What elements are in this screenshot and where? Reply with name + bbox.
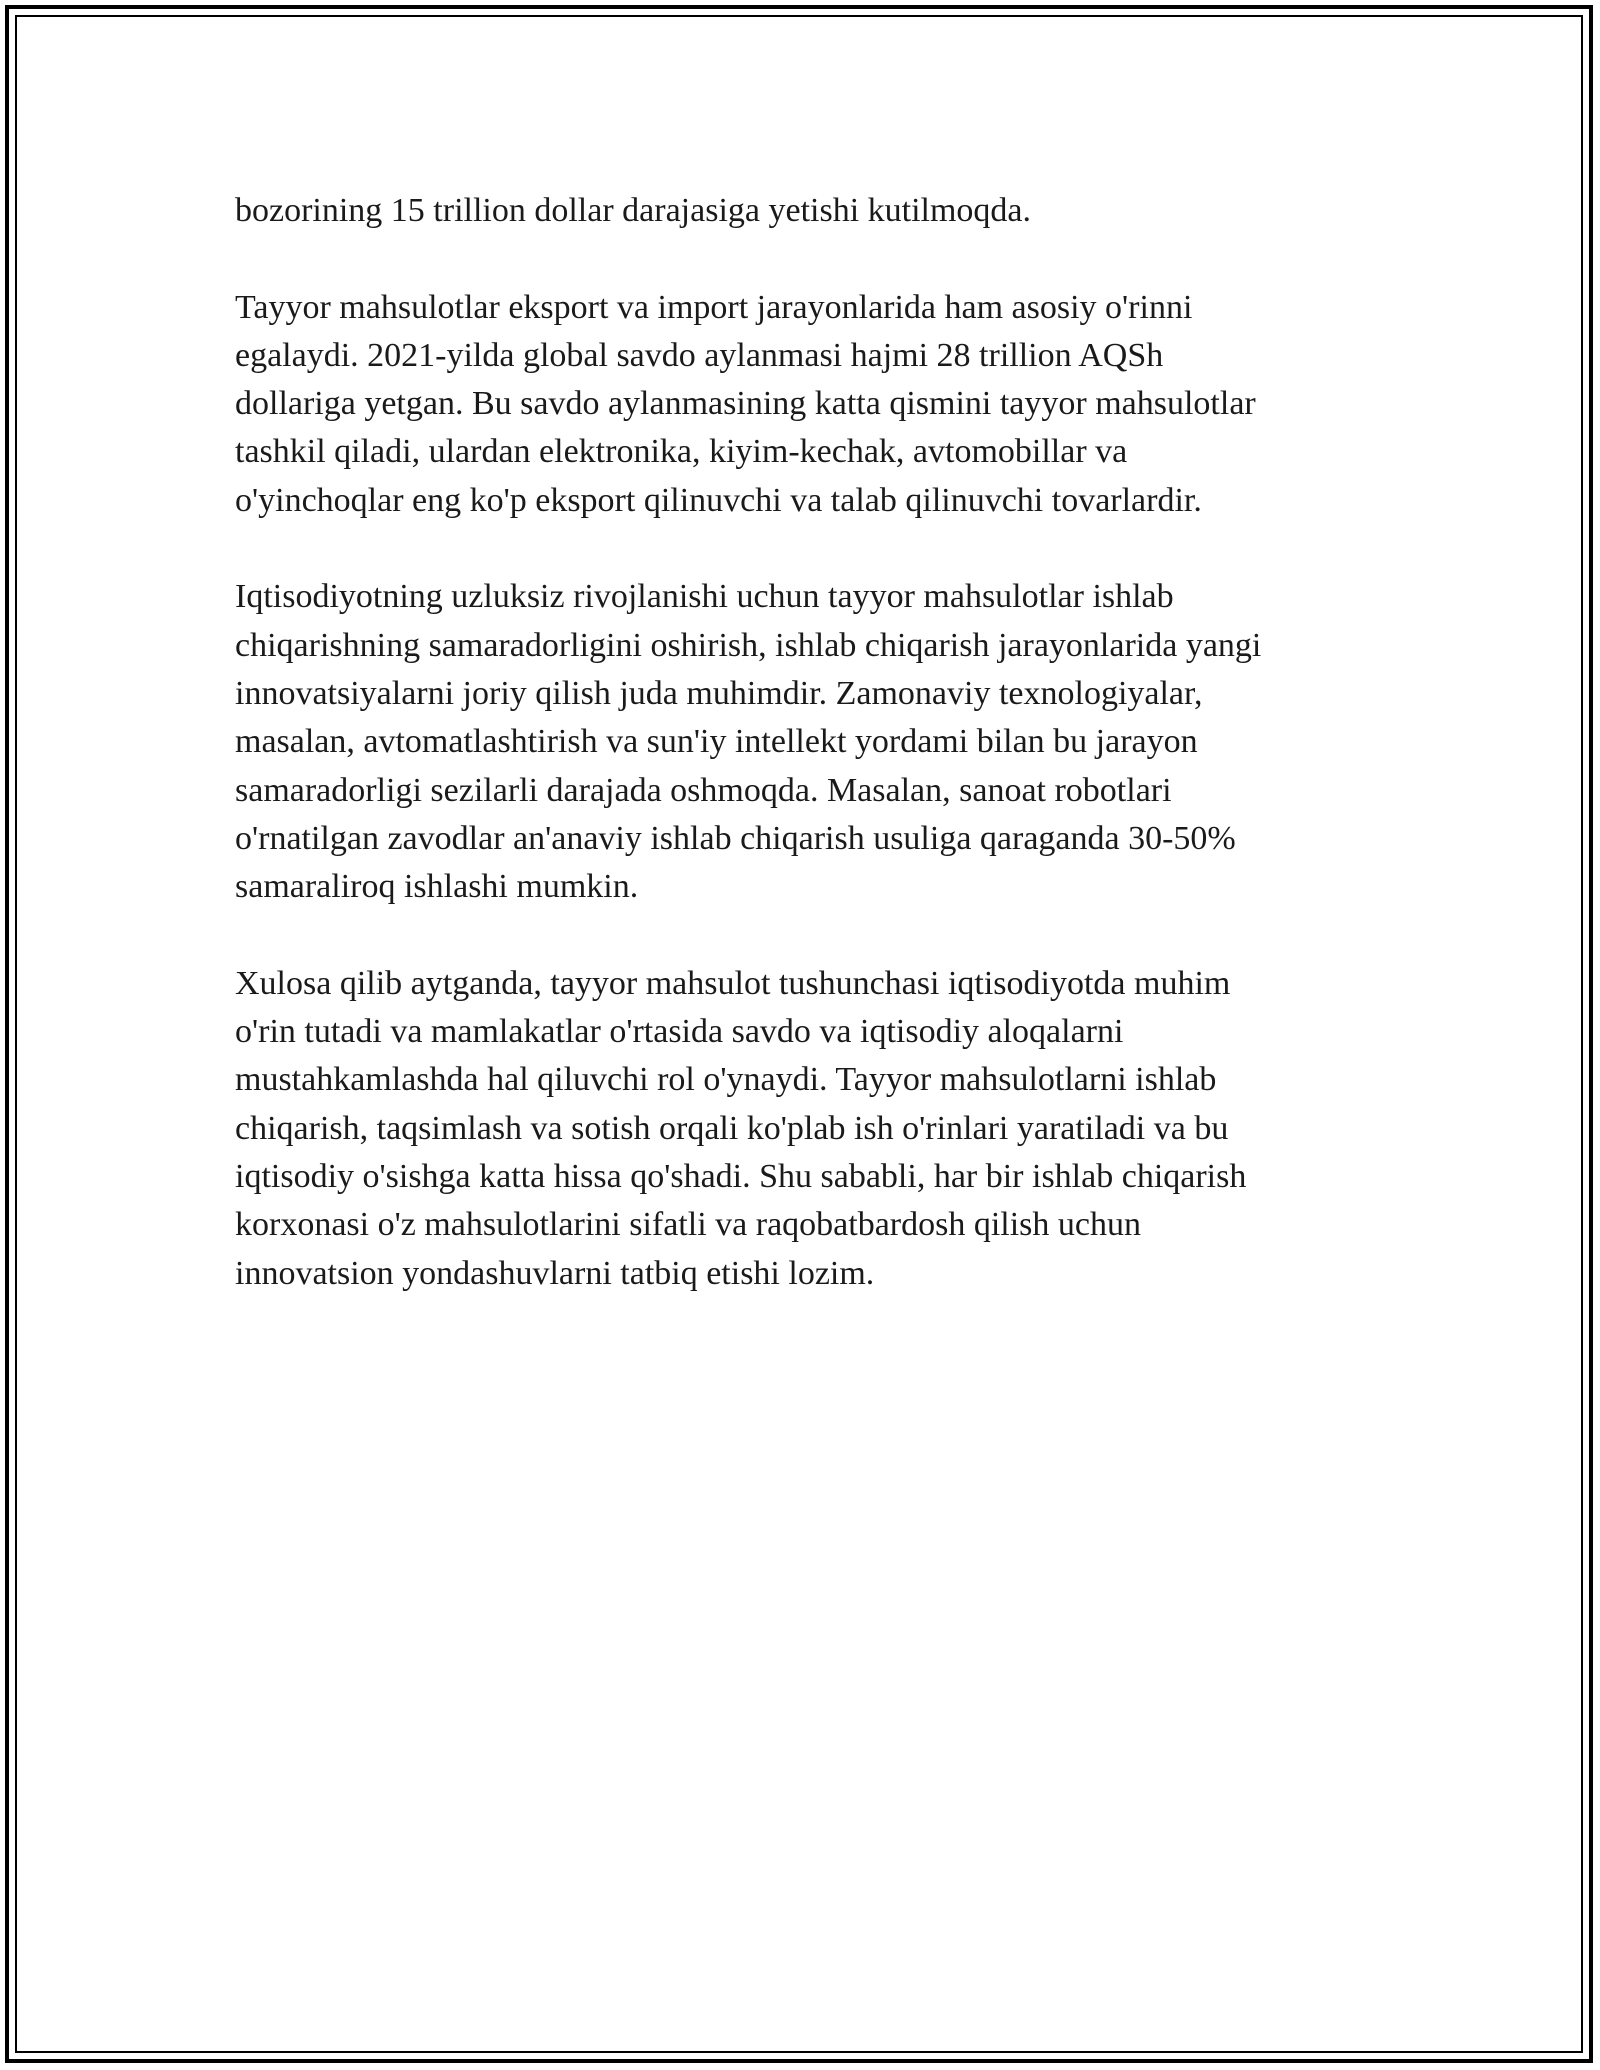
text-line: chiqarish, taqsimlash va sotish orqali ko'plab ish o'rinlari yaratiladi va bu	[235, 1109, 1229, 1147]
document-body	[235, 187, 1365, 1346]
paragraph-3	[235, 573, 1365, 911]
paragraph-1	[235, 187, 1365, 235]
text-line: innovatsion yondashuvlarni tatbiq etishi lozim.	[235, 1254, 875, 1292]
text-line: o'rnatilgan zavodlar an'anaviy ishlab chiqarish usuliga qaraganda 30-50%	[235, 819, 1236, 857]
text-line: Xulosa qilib aytganda, tayyor mahsulot tushunchasi iqtisodiyotda muhim	[235, 964, 1231, 1002]
text-line: samaradorligi sezilarli darajada oshmoqda. Masalan, sanoat robotlari	[235, 771, 1172, 809]
text-line: Tayyor mahsulotlar eksport va import jarayonlarida ham asosiy o'rinni	[235, 288, 1193, 326]
text-line: o'yinchoqlar eng ko'p eksport qilinuvchi va talab qilinuvchi tovarlardir.	[235, 481, 1202, 519]
text-line: masalan, avtomatlashtirish va sun'iy intellekt yordami bilan bu jarayon	[235, 723, 1198, 761]
text-line: Iqtisodiyotning uzluksiz rivojlanishi uchun tayyor mahsulotlar ishlab	[235, 578, 1174, 616]
text-line: innovatsiyalarni joriy qilish juda muhimdir. Zamonaviy texnologiyalar,	[235, 674, 1203, 712]
text-line: chiqarishning samaradorligini oshirish, ishlab chiqarish jarayonlarida yangi	[235, 626, 1262, 664]
paragraph-4	[235, 960, 1365, 1298]
text-line: korxonasi o'z mahsulotlarini sifatli va raqobatbardosh qilish uchun	[235, 1206, 1141, 1244]
paragraph-2	[235, 284, 1365, 525]
text-line: egalaydi. 2021-yilda global savdo aylanmasi hajmi 28 trillion AQSh	[235, 336, 1164, 374]
text-line: tashkil qiladi, ulardan elektronika, kiyim-kechak, avtomobillar va	[235, 433, 1128, 471]
text-line: mustahkamlashda hal qiluvchi rol o'ynaydi. Tayyor mahsulotlarni ishlab	[235, 1061, 1217, 1099]
text-line: dollariga yetgan. Bu savdo aylanmasining katta qismini tayyor mahsulotlar	[235, 385, 1256, 423]
text-line: bozorining 15 trillion dollar darajasiga yetishi kutilmoqda.	[235, 192, 1032, 229]
text-line: iqtisodiy o'sishga katta hissa qo'shadi. Shu sababli, har bir ishlab chiqarish	[235, 1157, 1247, 1195]
text-line: o'rin tutadi va mamlakatlar o'rtasida savdo va iqtisodiy aloqalarni	[235, 1013, 1124, 1051]
text-line: samaraliroq ishlashi mumkin.	[235, 868, 639, 906]
